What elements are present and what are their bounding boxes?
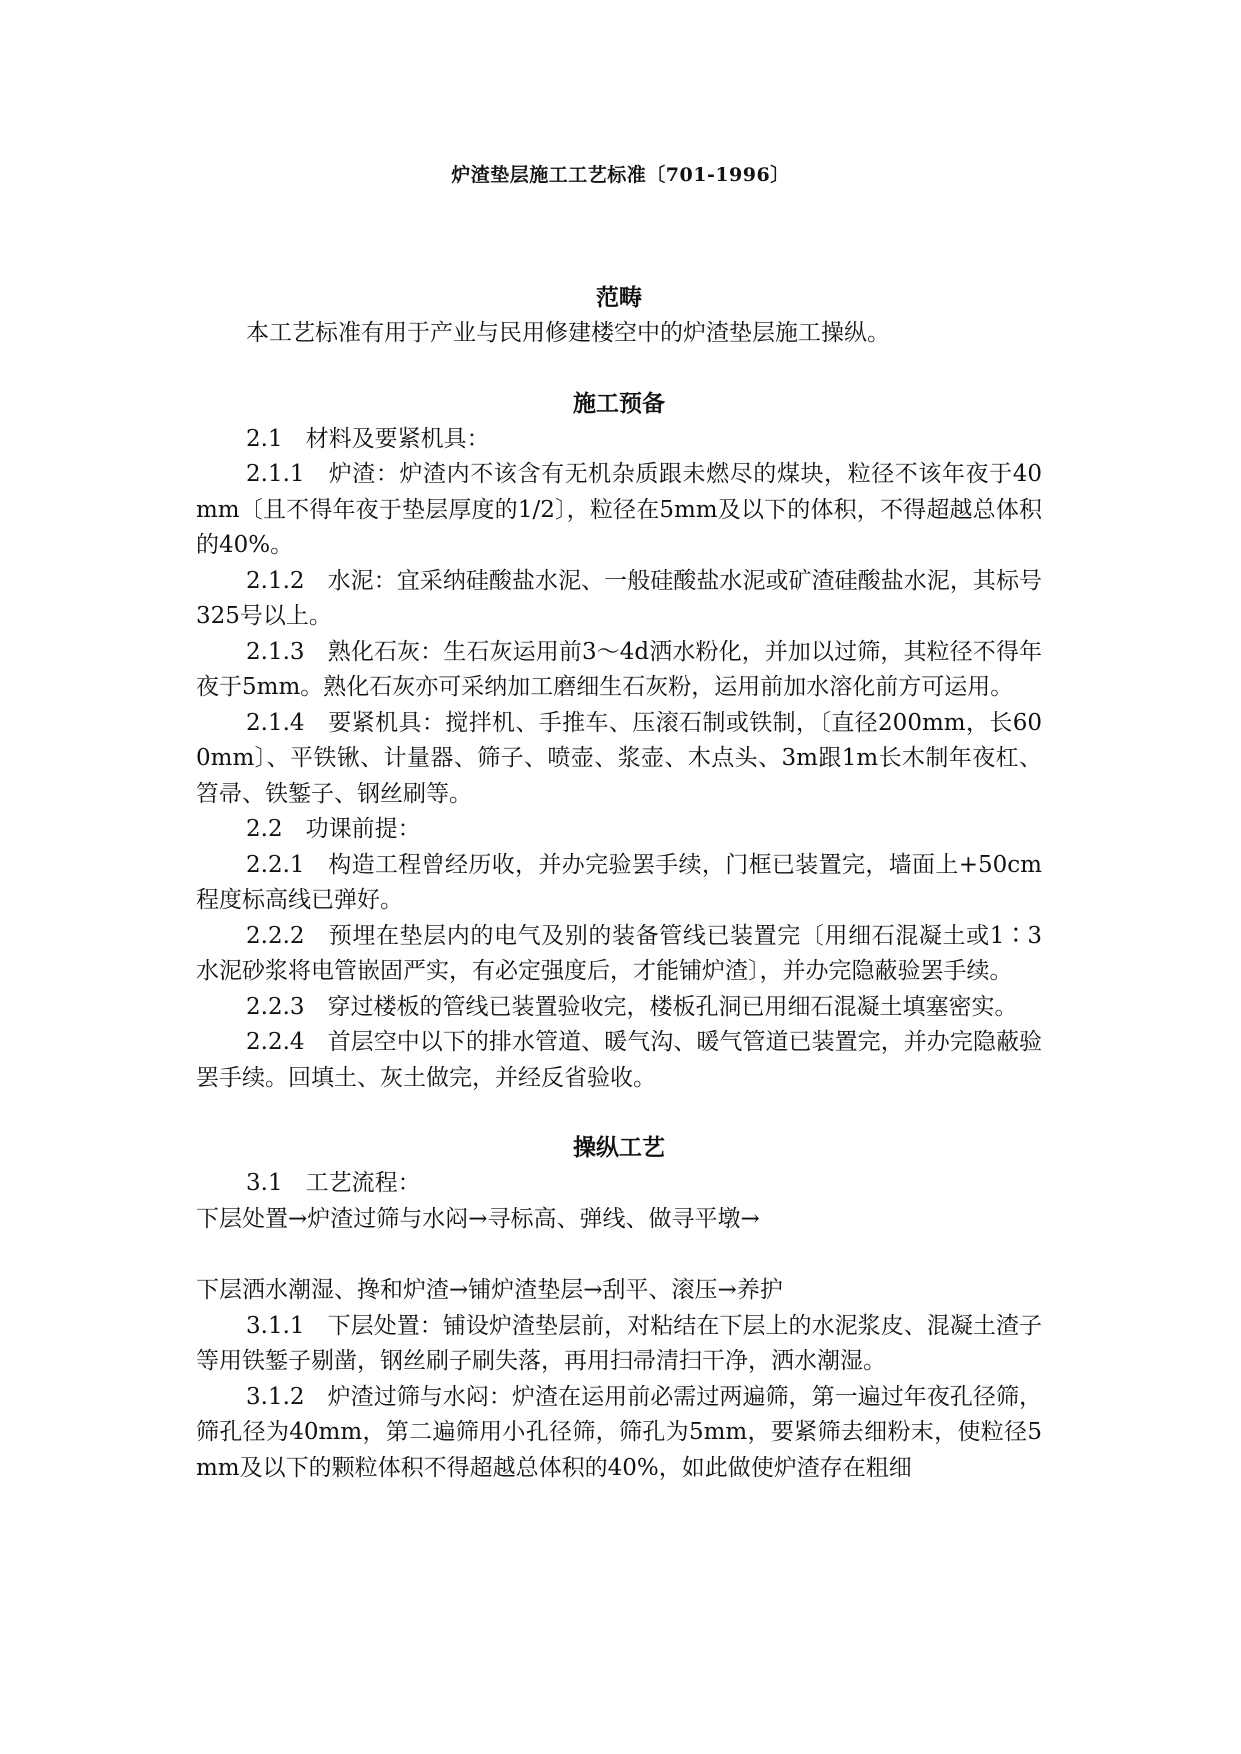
section-heading-process: 操纵工艺 — [573, 1134, 665, 1161]
process-flow-line-2: 下层洒水潮湿、搀和炉渣→铺炉渣垫层→刮平、滚压→养护 — [196, 1277, 783, 1303]
document-title: 炉渣垫层施工工艺标准〔701-1996〕 — [451, 164, 790, 186]
paragraph-2-1-3: 2.1.3 熟化石灰：生石灰运用前3～4d洒水粉化，并加以过筛，其粒径不得年夜于5mm。熟化石灰亦可采纳加工磨细生石灰粉，运用前加水溶化前方可运用。 — [196, 638, 1042, 700]
process-flow-line-1: 下层处置→炉渣过筛与水闷→寻标高、弹线、做寻平墩→ — [196, 1205, 760, 1232]
section-heading-scope: 范畴 — [596, 284, 642, 311]
paragraph-2-1-1: 2.1.1 炉渣：炉渣内不该含有无机杂质跟未燃尽的煤块，粒径不该年夜于40mm〔且不得年夜于垫层厚度的1/2〕，粒径在5mm及以下的体积，不得超越总体积的40%。 — [196, 461, 1042, 558]
paragraph-2-2-4: 2.2.4 首层空中以下的排水管道、暖气沟、暖气管道已装置完，并办完隐蔽验罢手续。回填土、灰土做完，并经反省验收。 — [196, 1029, 1042, 1091]
paragraph-2-2: 2.2 功课前提： — [246, 816, 421, 842]
paragraph-2-1: 2.1 材料及要紧机具： — [246, 425, 490, 452]
paragraph-2-2-2: 2.2.2 预埋在垫层内的电气及别的装备管线已装置完〔用细石混凝土或1∶3水泥砂浆将电管嵌固严实，有必定强度后，才能铺炉渣〕，并办完隐蔽验罢手续。 — [196, 922, 1042, 984]
paragraph-2-1-4: 2.1.4 要紧机具：搅拌机、手推车、压滚石制或铁制，〔直径200mm，长600mm〕、平铁锹、计量器、筛子、喷壶、浆壶、木点头、3m跟1m长木制年夜杠、笤帚、铁錾子、钢丝刷等。 — [196, 709, 1042, 807]
paragraph-2-2-1: 2.2.1 构造工程曾经历收，并办完验罢手续，门框已装置完，墙面上+50cm程度标高线已弹好。 — [196, 851, 1042, 913]
section-heading-prep: 施工预备 — [573, 389, 665, 417]
paragraph-scope: 本工艺标准有用于产业与民用修建楼空中的炉渣垫层施工操纵。 — [246, 320, 890, 346]
paragraph-3-1-1: 3.1.1 下层处置：铺设炉渣垫层前，对粘结在下层上的水泥浆皮、混凝土渣子等用铁錾子剔凿，钢丝刷子刷失落，再用扫帚清扫干净，洒水潮湿。 — [196, 1312, 1042, 1374]
paragraph-2-1-2: 2.1.2 水泥：宜采纳硅酸盐水泥、一般硅酸盐水泥或矿渣硅酸盐水泥，其标号325号以上。 — [196, 567, 1042, 629]
paragraph-2-2-3: 2.2.3 穿过楼板的管线已装置验收完，楼板孔洞已用细石混凝土填塞密实。 — [246, 993, 1018, 1020]
document-body — [196, 280, 1042, 1486]
paragraph-3-1-2: 3.1.2 炉渣过筛与水闷：炉渣在运用前必需过两遍筛，第一遍过年夜孔径筛，筛孔径为40mm，第二遍筛用小孔径筛，筛孔为5mm，要紧筛去细粉末，使粒径5mm及以下的颗粒体积不得超越总体积的40%，如此做使炉渣存在粗细 — [196, 1383, 1042, 1481]
paragraph-3-1: 3.1 工艺流程： — [246, 1170, 421, 1196]
